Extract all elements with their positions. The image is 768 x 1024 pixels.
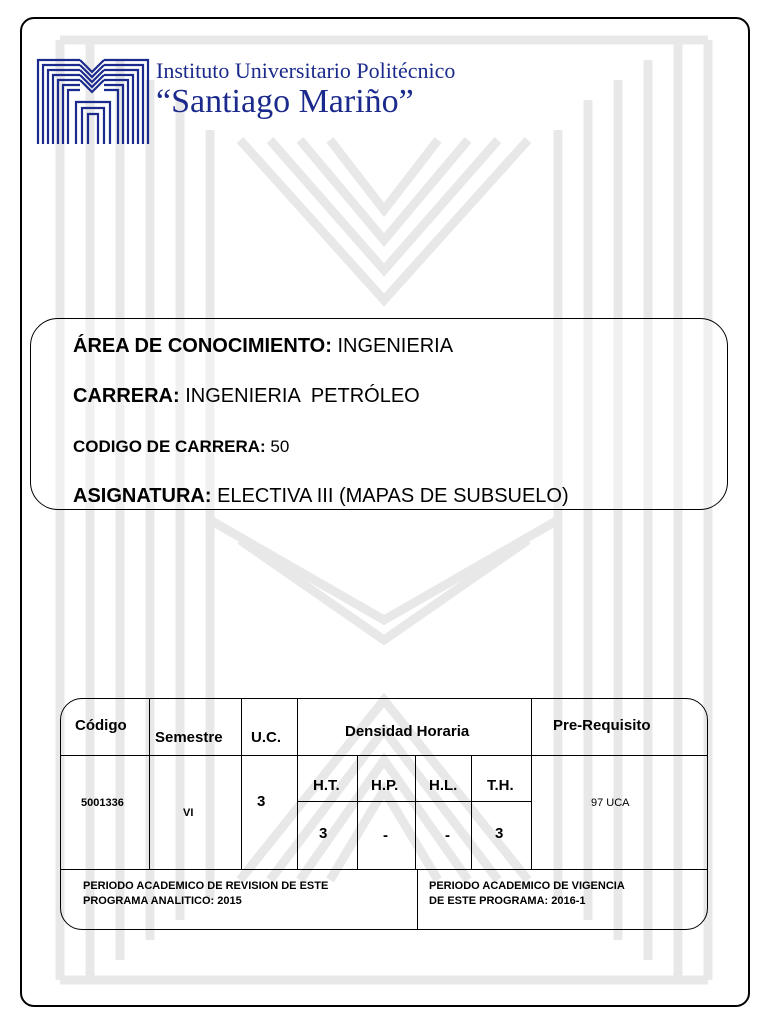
table-divider — [415, 755, 416, 869]
area-row — [73, 335, 453, 358]
codigo-carrera-row — [73, 437, 289, 457]
table-divider — [297, 699, 298, 869]
codigo-carrera-label: CODIGO DE CARRERA: — [73, 437, 266, 456]
carrera-row — [73, 385, 420, 408]
vigencia-period-line1: PERIODO ACADEMICO DE VIGENCIA — [429, 880, 625, 892]
header-prerequisito: Pre-Requisito — [553, 717, 651, 734]
value-ht: 3 — [319, 825, 328, 842]
asignatura-value: ELECTIVA III (MAPAS DE SUBSUELO) — [217, 485, 569, 507]
asignatura-label: ASIGNATURA: — [73, 485, 212, 507]
value-semestre: VI — [183, 807, 194, 819]
header-hl: H.L. — [429, 777, 458, 794]
table-divider — [417, 869, 418, 929]
header-th: T.H. — [487, 777, 514, 794]
carrera-label: CARRERA: — [73, 385, 180, 407]
area-value: INGENIERIA — [337, 335, 454, 357]
revision-period — [83, 879, 328, 909]
area-label: ÁREA DE CONOCIMIENTO: — [73, 335, 332, 357]
value-codigo: 5001336 — [81, 797, 124, 809]
table-divider — [241, 699, 242, 869]
asignatura-row — [73, 485, 569, 508]
table-divider — [61, 869, 707, 870]
institution-logo — [36, 58, 150, 146]
institution-name — [156, 58, 455, 120]
table-divider — [297, 801, 531, 802]
table-divider — [149, 699, 150, 869]
institution-name-line2: “Santiago Mariño” — [156, 83, 414, 120]
table-divider — [61, 755, 707, 756]
table-divider — [357, 755, 358, 869]
table-divider — [471, 755, 472, 869]
header-uc: U.C. — [251, 729, 281, 746]
header-codigo: Código — [75, 717, 127, 734]
course-table — [60, 698, 708, 930]
revision-period-line1: PERIODO ACADEMICO DE REVISION DE ESTE — [83, 880, 329, 892]
revision-period-line2: PROGRAMA ANALITICO: 2015 — [83, 895, 242, 907]
header-ht: H.T. — [313, 777, 340, 794]
institution-name-line1: Instituto Universitario Politécnico — [156, 58, 456, 83]
vigencia-period — [429, 879, 625, 909]
value-uc: 3 — [257, 793, 266, 810]
codigo-carrera-value: 50 — [270, 437, 290, 456]
value-th: 3 — [495, 825, 504, 842]
header-hp: H.P. — [371, 777, 399, 794]
value-hl: - — [445, 827, 450, 844]
table-divider — [531, 699, 532, 869]
header-semestre: Semestre — [155, 729, 223, 746]
course-info-box — [30, 318, 728, 510]
vigencia-period-line2: DE ESTE PROGRAMA: 2016-1 — [429, 895, 586, 907]
carrera-value: INGENIERIA PETRÓLEO — [185, 385, 420, 407]
header-densidad-horaria: Densidad Horaria — [345, 723, 470, 740]
value-prerequisito: 97 UCA — [591, 797, 630, 809]
value-hp: - — [383, 827, 388, 844]
